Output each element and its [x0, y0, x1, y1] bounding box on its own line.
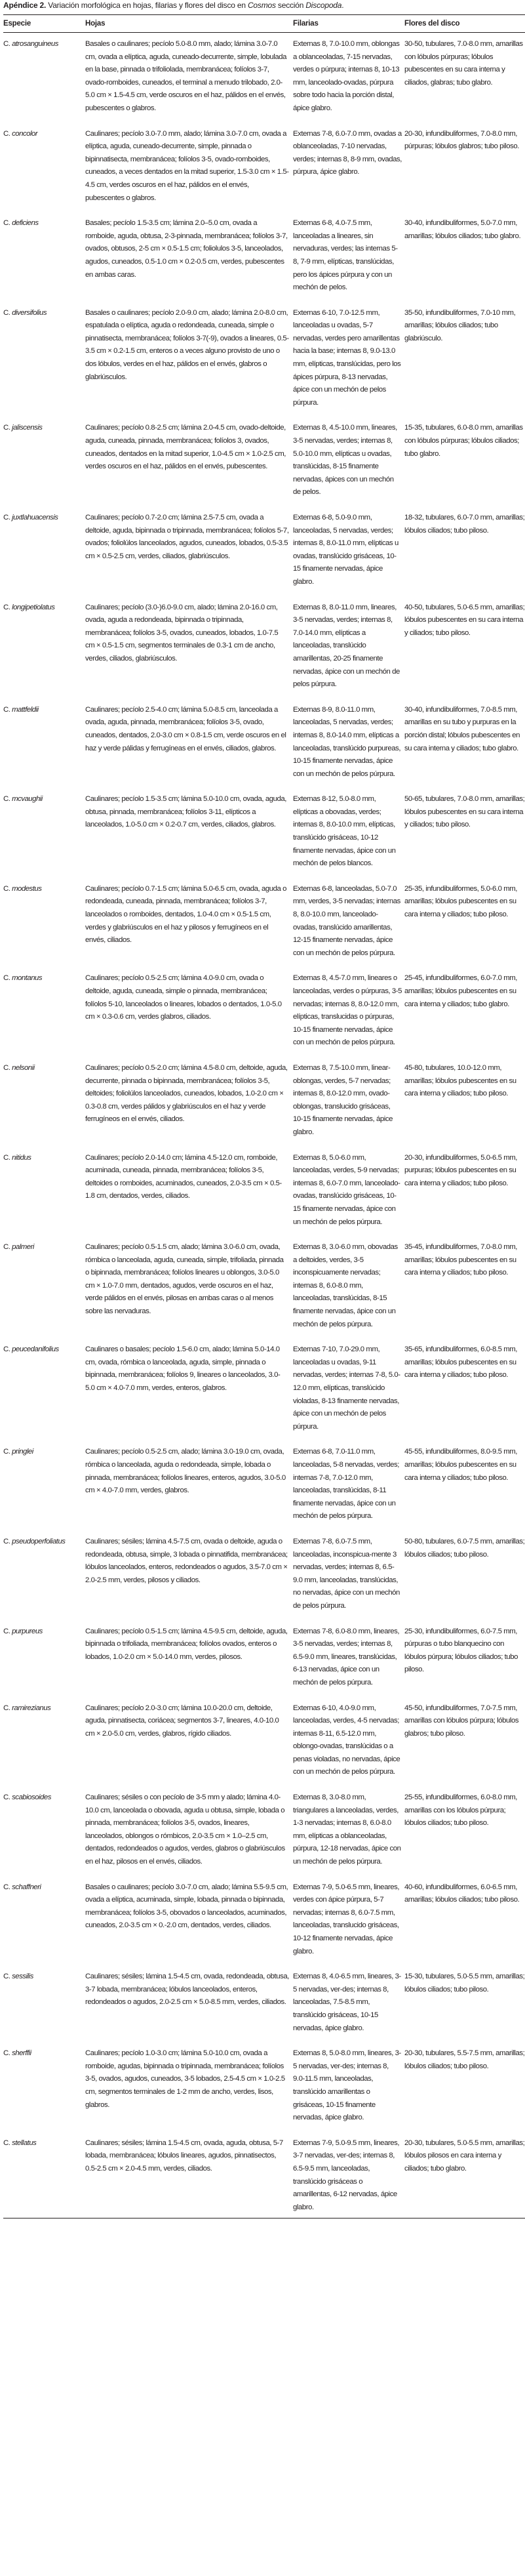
- leaves-cell: Caulinares; pecíolo 0.8-2.5 cm; lámina 2.0-4.5 cm, ovado-deltoide, aguda, cuneada, pinnada, membranácea; folíolos 3, ovados, cuneados, dentados en la mitad superior, 1.0-4.5 cm × 1.0-2.5 cm, verdes oscuros en el haz, pálidos en el envés, pubescentes.: [85, 424, 286, 471]
- leaves-cell: Caulinares; pecíolo 0.5-2.5 cm; lámina 4.0-9.0 cm, ovada o deltoide, aguda, cuneada, simple o pinnada, membranácea; folíolos 5-10, lanceolados o lineares, lobados o dentados, 1.0-5.0 cm × 0.3-0.6 cm, verdes glabros, ciliados.: [85, 974, 282, 1021]
- disc-flowers-cell: 25-35, infundibuliformes, 5.0-6.0 mm, amarillas; lóbulos pubescentes en su cara interna y ciliados; tubo piloso.: [404, 884, 518, 919]
- leaves-cell: Caulinares; pecíolo (3.0-)6.0-9.0 cm, alado; lámina 2.0-16.0 cm, ovada, aguda a redondeada, bipinnada o tripinnada, membranácea; folíolos 3-5, ovados, cuneados, lobados, 1.0-7.5 cm × 0.5-1.5 cm, segmentos terminales de 0.3-1 cm de ancho, verdes, ciliados, glabriúsculos.: [85, 603, 279, 663]
- species-epithet: stellatus: [12, 2138, 37, 2147]
- disc-flowers-cell: 45-55, infundibuliformes, 8.0-9.5 mm, amarillas; lóbulos pubescentes en su cara interna y ciliados; tubo piloso.: [404, 1448, 518, 1482]
- species-genus: C.: [3, 884, 12, 893]
- phyllaries-cell: Externas 7-9, 5.0-9.5 mm, lineares, 3-7 nervadas, ver-des; internas 8, 6.5-9.5 mm, lanceoladas, translúcido grisáceas o amarillentas, 6-12 nervadas, ápice glabro.: [293, 2138, 400, 2211]
- species-genus: C.: [3, 514, 12, 521]
- phyllaries-cell: Externas 6-8, 7.0-11.0 mm, lanceoladas, 5-8 nervadas, verdes; internas 7-8, 7.0-12.0 mm, lanceoladas, translúcidas, 8-11 finamente nervadas, ápice con un mechón de pelos púrpura.: [293, 1448, 399, 1521]
- disc-flowers-cell: 20-30, tubulares, 5.0-5.5 mm, amarillas; lóbulos pilosos en cara interna y ciliados; tubo glabro.: [404, 2138, 525, 2173]
- leaves-cell: Caulinares; pecíolo 2.0-14.0 cm; lámina 4.5-12.0 cm, romboide, acuminada, cuneada, pinnada, membranácea; folíolos 3-5, deltoides o romboides, acuminados, cuneados, 2.0-3.5 cm × 0.5-1.8 cm, dentados, verdes, ciliados.: [85, 1153, 282, 1200]
- table-row: [3, 1152, 525, 1242]
- phyllaries-cell: Externas 8, 7.0-10.0 mm, oblongas a oblanceoladas, 7-15 nervadas, verdes o púrpura; internas 8, 10-13 mm, lanceolado-ovadas, púrpura sobre todo hacia la porción distal, ápice glabro.: [293, 40, 400, 112]
- caption-text: Variación morfológica en hojas, filarias y flores del disco en: [46, 1, 248, 10]
- species-epithet: montanus: [12, 974, 43, 983]
- species-cell: [3, 33, 85, 128]
- phyllaries-cell: Externas 6-8, lanceoladas, 5.0-7.0 mm, verdes, 3-5 nervadas; internas 8, 8.0-10.0 mm, lanceolado-ovadas, translúcido amarillentas, 12-15 finamente nervadas, ápice con un mechón de pelos púrpura.: [293, 884, 400, 957]
- leaves-cell: Caulinares; pecíolo 2.5-4.0 cm; lámina 5.0-8.5 cm, lanceolada a ovada, aguda, pinnada, membranácea; folíolos 3-5, ovado, cuneados, dentados, 2.0-3.0 cm × 0.8-1.5 cm, verde oscuros en el haz y verde pálidas y ferrugíneas en el envés, ciliados, glabros.: [85, 705, 286, 752]
- table-row: [3, 1881, 525, 1971]
- species-cell: [3, 793, 85, 883]
- phyllaries-cell: Externas 8, 4.5-10.0 mm, lineares, 3-5 nervadas, verdes; internas 8, 5.0-10.0 mm, elípticas u ovadas, translúcidas, 8-15 finamente nervadas, ápices con un mechón de pelos.: [293, 424, 397, 497]
- species-genus: C.: [3, 129, 12, 138]
- table-row: [3, 1062, 525, 1152]
- phyllaries-cell: Externas 7-8, 6.0-8.0 mm, lineares, 3-5 nervadas, verdes; internas 8, 6.5-9.0 mm, lineares, translúcidas, 6-13 nervadas, ápice con un mechón de pelos púrpura.: [293, 1627, 400, 1687]
- disc-flowers-cell: 40-50, tubulares, 5.0-6.5 mm, amarillas; lóbulos pubescentes en su cara interna y ciliados; tubo piloso.: [404, 603, 525, 637]
- species-genus: C.: [3, 1153, 12, 1162]
- caption-label: Apéndice 2.: [3, 1, 47, 10]
- species-epithet: nelsonii: [12, 1063, 35, 1072]
- species-genus: C.: [3, 1973, 12, 1981]
- disc-flowers-cell: 35-45, infundibuliformes, 7.0-8.0 mm, amarillas; lóbulos pubescentes en su cara interna y ciliados; tubo piloso.: [404, 1243, 518, 1277]
- disc-flowers-cell: 15-35, tubulares, 6.0-8.0 mm, amarillas con lóbulos púrpuras; lóbulos ciliados; tubo glabro.: [404, 424, 523, 458]
- species-genus: C.: [3, 308, 12, 317]
- phyllaries-cell: Externas 8, 3.0-8.0 mm, triangulares a lanceoladas, verdes, 1-3 nervadas; internas 8, 6.0-8.0 mm, elípticas a oblanceoladas, púrpura, 12-18 nervadas, ápice con un mechón de pelos púrpura.: [293, 1793, 401, 1866]
- species-cell: [3, 2137, 85, 2218]
- caption-text-middle: sección: [275, 1, 306, 10]
- table-row: [3, 1446, 525, 1536]
- table-row: [3, 793, 525, 883]
- leaves-cell: Basales o caulinares; pecíolo 5.0-8.0 mm, alado; lámina 3.0-7.0 cm, ovada a elíptica, aguda, cuneado-decurrente, simple, lobulada en la base, pinnada o trifoliolada, membranácea; folíolos 3-7, ovado-romboides, cuneados, el terminal a menudo trilobado, 2.0-5.0 cm × 1.5-4.5 cm, verde oscuros en el haz, pálidos en el envés, pubescentes o glabros.: [85, 40, 286, 112]
- species-cell: [3, 1791, 85, 1881]
- table-row: [3, 512, 525, 602]
- phyllaries-cell: Externas 7-9, 5.0-6.5 mm, lineares, verdes con ápice púrpura, 5-7 nervadas; internas 8, 6.0-7.5 mm, lanceoladas, translucido grisáceas, 10-12 finamente nervadas, ápice glabro.: [293, 1883, 400, 1955]
- table-row: [3, 307, 525, 422]
- species-genus: C.: [3, 1627, 12, 1635]
- leaves-cell: Caulinares; pecíolo 0.5-1.5 cm; lámina 4.5-9.5 cm, deltoide, aguda, bipinnada o trifoliada, membranácea; folíolos ovados, enteros o lobados, 1.0-2.0 cm × 5.0-14.0 mm, verdes, pilosos.: [85, 1627, 288, 1661]
- species-cell: [3, 1241, 85, 1343]
- disc-flowers-cell: 20-30, tubulares, 5.5-7.5 mm, amarillas; lóbulos ciliados; tubo piloso.: [404, 2049, 525, 2070]
- species-genus: C.: [3, 1448, 12, 1456]
- species-cell: [3, 1446, 85, 1536]
- caption-section: Discopoda: [305, 1, 342, 10]
- species-genus: C.: [3, 795, 12, 804]
- species-epithet: sherffii: [12, 2049, 31, 2058]
- species-genus: C.: [3, 974, 12, 983]
- species-epithet: longipetiolatus: [12, 603, 55, 611]
- table-row: [3, 1791, 525, 1881]
- table-row: [3, 1702, 525, 1792]
- table-row: [3, 1241, 525, 1343]
- table-row: [3, 217, 525, 307]
- species-genus: C.: [3, 1883, 12, 1891]
- table-body: [3, 33, 525, 2218]
- species-genus: C.: [3, 424, 12, 432]
- disc-flowers-cell: 45-50, infundibuliformes, 7.0-7.5 mm, amarillas con lóbulos púrpura; lóbulos glabros; tubo piloso.: [404, 1704, 519, 1738]
- species-cell: [3, 1343, 85, 1446]
- disc-flowers-cell: 50-65, tubulares, 7.0-8.0 mm, amarillas; lóbulos pubescentes en su cara interna y ciliados; tubo piloso.: [404, 795, 525, 829]
- caption-text-end: .: [341, 1, 344, 10]
- species-genus: C.: [3, 219, 12, 228]
- species-epithet: jaliscensis: [12, 424, 43, 432]
- disc-flowers-cell: 35-65, infundibuliformes, 6.0-8.5 mm, amarillas; lóbulos pubescentes en su cara interna y ciliados; tubo piloso.: [404, 1345, 518, 1380]
- table-row: [3, 1971, 525, 2047]
- species-cell: [3, 422, 85, 512]
- phyllaries-cell: Externas 8, 8.0-11.0 mm, lineares, 3-5 nervadas, verdes; internas 8, 7.0-14.0 mm, elípticas a lanceoladas, translúcido amarillentas, 20-25 finamente nervadas, ápice con un mechón de pelos púrpura.: [293, 603, 400, 689]
- disc-flowers-cell: 30-40, infundibuliformes, 7.0-8.5 mm, amarillas en su tubo y purpuras en la porción distal; lóbulos pubescentes en su cara interna y ciliados; tubo glabro.: [404, 705, 520, 752]
- species-genus: C.: [3, 1345, 12, 1354]
- phyllaries-cell: Externas 8, 4.5-7.0 mm, lineares o lanceoladas, verdes o púrpuras, 3-5 nervadas; internas 8, 8.0-12.0 mm, elípticas, translucidas o púrpuras, 10-15 finamente nervadas, ápice con un mechón de pelos púrpura.: [293, 974, 402, 1047]
- disc-flowers-cell: 25-30, infundibuliformes, 6.0-7.5 mm, púrpuras o tubo blanquecino con lóbulos púrpura; lóbulos ciliados; tubo piloso.: [404, 1627, 518, 1674]
- table-caption: [0, 0, 525, 12]
- table-row: [3, 1625, 525, 1702]
- species-epithet: palmeri: [12, 1243, 34, 1252]
- leaves-cell: Caulinares; pecíolo 2.0-3.0 cm; lámina 10.0-20.0 cm, deltoide, aguda, pinnatisecta, coriácea; segmentos 3-7, lineares, 4.0-10.0 cm × 2.0-5.0 cm, verdes, glabros, rígido ciliados.: [85, 1704, 279, 1738]
- phyllaries-cell: Externas 6-8, 5.0-9.0 mm, lanceoladas, 5 nervadas, verdes; internas 8, 8.0-11.0 mm, elípticas u ovadas, translúcido grisáceas, 10-15 finamente nervadas, ápice glabro.: [293, 514, 399, 586]
- species-genus: C.: [3, 2138, 12, 2147]
- header-phyllaries: Filarias: [293, 20, 319, 28]
- table-row: [3, 602, 525, 704]
- leaves-cell: Caulinares; pecíolo 3.0-7.0 mm, alado; lámina 3.0-7.0 cm, ovada a elíptica, aguda, cuneado-decurrente, simple, pinnada o bipinnatisecta, membranácea; folíolos 3-5, ovado-romboides, cuneados, a veces dentados en la mitad superior, 1.5-3.0 cm × 1.5-4.5 cm, verdes oscuros en el haz, pálidos en el envés, pubescentes o glabros.: [85, 129, 289, 202]
- disc-flowers-cell: 20-30, infundibuliformes, 5.0-6.5 mm, purpuras; lóbulos pubescentes en su cara interna y ciliados; tubo piloso.: [404, 1153, 518, 1187]
- phyllaries-cell: Externas 8-9, 8.0-11.0 mm, lanceoladas, 5 nervadas, verdes; internas 8, 8.0-14.0 mm, elípticas a lanceoladas, translúcido purpureas, 10-15 finamente nervadas, ápice con un mechón de pelos púrpura.: [293, 705, 401, 778]
- disc-flowers-cell: 30-40, infundibuliformes, 5.0-7.0 mm, amarillas; lóbulos ciliados; tubo glabro.: [404, 219, 521, 240]
- species-cell: [3, 307, 85, 422]
- phyllaries-cell: Externas 8-12, 5.0-8.0 mm, elípticas a obovadas, verdes; internas 8, 8.0-10.0 mm, elípticas, translúcido grisáceas, 10-12 finamente nervadas, ápice con un mechón de pelos blancos.: [293, 795, 396, 868]
- species-genus: C.: [3, 2049, 12, 2058]
- leaves-cell: Caulinares; pecíolo 0.7-1.5 cm; lámina 5.0-6.5 cm, ovada, aguda o redondeada, cuneada, pinnada, membranácea; folíolos 3-7, lanceolados o romboides, dentados, 1.0-4.0 cm × 0.5-1.5 cm, verdes y glabriúsculos en el haz y pilosos y ferrugíneos en el envés, ciliados.: [85, 884, 286, 945]
- leaves-cell: Caulinares; pecíolo 0.5-2.5 cm, alado; lámina 3.0-19.0 cm, ovada, rómbica o lanceolada, aguda o redondeada, simple, lobada o pinnada, membranácea; folíolos lineares, enteros, agudos, 3.0-5.0 cm × 4.0-7.0 mm, verdes, glabros.: [85, 1448, 286, 1495]
- morphology-table: [3, 15, 525, 2218]
- species-genus: C.: [3, 1537, 12, 1545]
- table-row: [3, 2047, 525, 2137]
- leaves-cell: Basales; pecíolo 1.5-3.5 cm; lámina 2.0–5.0 cm, ovada a romboide, aguda, obtusa, 2-3-pinnada, membranácea; folíolos 3-7, ovados, obtusos, 2-5 cm × 0.5-1.5 cm; foliolulos 3-5, lanceolados, agudos, cuneados, 0.5-1.0 cm × 0.2-0.5 cm, verdes, pubescentes en ambas caras.: [85, 219, 288, 279]
- species-cell: [3, 217, 85, 307]
- species-epithet: scabiosoides: [12, 1793, 51, 1802]
- table-row: [3, 972, 525, 1062]
- leaves-cell: Caulinares; sésiles; lámina 1.5-4.5 cm, ovada, aguda, obtusa, 5-7 lobada, membranácea; lóbulos lineares, agudos, pinnatisectos, 0.5-2.5 cm × 2.0-4.5 mm, verdes, ciliados.: [85, 2138, 283, 2173]
- header-leaves: Hojas: [85, 20, 106, 28]
- species-cell: [3, 602, 85, 704]
- species-cell: [3, 1152, 85, 1242]
- leaves-cell: Caulinares; pecíolo 1.5-3.5 cm; lámina 5.0-10.0 cm, ovada, aguda, obtusa, pinnada, membranácea; folíolos 3-11, elípticos a lanceolados, 1.0-5.0 cm × 0.2-0.7 cm, verdes, ciliados, glabros.: [85, 795, 286, 829]
- disc-flowers-cell: 45-80, tubulares, 10.0-12.0 mm, amarillas; lóbulos pubescentes en su cara interna y ciliados; tubo piloso.: [404, 1063, 516, 1098]
- species-cell: [3, 883, 85, 973]
- leaves-cell: Caulinares; pecíolo 1.0-3.0 cm; lámina 5.0-10.0 cm, ovada a romboide, agudas, bipinnada o tripinnada, membranácea; folíolos 3-5, ovados, agudos, cuneados, 3-5 lobados, 2.5-4.5 cm × 1.0-2.5 cm, segmentos terminales de 1-2 mm de ancho, verdes, lisos, glabros.: [85, 2049, 285, 2109]
- species-epithet: concolor: [12, 129, 38, 138]
- species-cell: [3, 1702, 85, 1792]
- leaves-cell: Basales o caulinares; pecíolo 3.0-7.0 cm, alado; lámina 5.5-9.5 cm, ovada a elíptica, acuminada, simple, lobada, pinnada o bipinnada, membranácea; folíolos 3-5, obovados o lanceolados, acuminados, cuneados, 2.0-3.5 cm × 0.-2.0 cm, dentados, verdes, ciliados.: [85, 1883, 288, 1930]
- header-species: Especie: [3, 20, 31, 28]
- species-genus: C.: [3, 40, 12, 48]
- phyllaries-cell: Externas 8, 4.0-6.5 mm, lineares, 3-5 nervadas, ver-des; internas 8, lanceoladas, 7.5-8.5 mm, translúcido grisáceas, 10-15 nervadas, ápice glabro.: [293, 1973, 401, 2032]
- phyllaries-cell: Externas 7-8, 6.0-7.5 mm, lanceoladas, inconspicua-mente 3 nervadas, verdes; internas 8, 6.5-9.0 mm, lanceoladas, translúcidas, no nervadas, ápice con un mechón de pelos púrpura.: [293, 1537, 400, 1610]
- leaves-cell: Caulinares; sésiles; lámina 4.5-7.5 cm, ovada o deltoide, aguda o redondeada, obtusa, simple, 3 lobada o pinnatifida, membranácea; lóbulos lanceolados, enteros, redondeados o agudos, 3.5-7.0 cm × 2.0-2.5 mm, verdes, pilosos y ciliados.: [85, 1537, 288, 1584]
- species-epithet: atrosanguineus: [12, 40, 58, 48]
- table-header: [3, 15, 525, 33]
- leaves-cell: Caulinares; pecíolo 0.5-2.0 cm; lámina 4.5-8.0 cm, deltoide, aguda, decurrente, pinnada o bipinnada, membranácea; folíolos 3-5, deltoides; foliolúlos lanceolados, cuneados, lobados, 1.0-2.0 cm × 0.3-0.8 cm, verdes pálidos y glabriúsculos en el haz y verde ferrugíneos en el envés, ciliados.: [85, 1063, 288, 1124]
- leaves-cell: Caulinares; sésiles; lámina 1.5-4.5 cm, ovada, redondeada, obtusa, 3-7 lobada, membranácea; lóbulos lanceolados, enteros, redondeados o agudos, 2.0-2.5 cm × 5.0-8.5 mm, verdes, ciliados.: [85, 1973, 289, 2007]
- table-row: [3, 2137, 525, 2218]
- species-genus: C.: [3, 1793, 12, 1802]
- table-row: [3, 883, 525, 973]
- disc-flowers-cell: 50-80, tubulares, 6.0-7.5 mm, amarillas; lóbulos ciliados; tubo piloso.: [404, 1537, 525, 1559]
- species-genus: C.: [3, 1243, 12, 1252]
- phyllaries-cell: Externas 6-10, 7.0-12.5 mm, lanceoladas u ovadas, 5-7 nervadas, verdes pero amarillentas hacia la base; internas 8, 9.0-13.0 mm, elípticas, translúcidas, pero los ápices púrpura, 8-13 nervadas, ápice con un mechón de pelos púrpura.: [293, 308, 401, 407]
- species-cell: [3, 2047, 85, 2137]
- species-epithet: purpureus: [12, 1627, 43, 1635]
- table-row: [3, 33, 525, 128]
- caption-genus: Cosmos: [247, 1, 276, 10]
- species-epithet: pseudoperfoliatus: [12, 1537, 66, 1545]
- species-epithet: mattfeldii: [12, 705, 39, 714]
- disc-flowers-cell: 30-50, tubulares, 7.0-8.0 mm, amarillas con lóbulos púrpuras; lóbulos pubescentes en su cara interna y ciliados, glabras; tubo glabro.: [404, 40, 523, 87]
- species-epithet: juxtlahuacensis: [12, 514, 58, 521]
- species-epithet: mcvaughii: [12, 795, 43, 804]
- leaves-cell: Caulinares; sésiles o con pecíolo de 3-5 mm y alado; lámina 4.0-10.0 cm, lanceolada o obovada, aguda u obtusa, simple, lobada o pinnada, membranácea; folíolos 3-5, ovados, lineares, lanceolados, oblongos o rómbicos, 2.0-3.5 cm × 1.0–2.5 cm, dentados, redondeados o agudos, verdes, glabros o glabriúsculos en el haz, pilosos en el envés, ciliados.: [85, 1793, 285, 1866]
- table-row: [3, 128, 525, 218]
- phyllaries-cell: Externas 6-8, 4.0-7.5 mm, lanceoladas a lineares, sin nervaduras, verdes; las internas 5-8, 7-9 mm, elípticas, translúcidas, pero los ápices púrpura y con un mechón de pelos.: [293, 219, 398, 292]
- header-row: [3, 15, 525, 32]
- table-row: [3, 1343, 525, 1446]
- species-cell: [3, 1881, 85, 1971]
- disc-flowers-cell: 25-45, infundibuliformes, 6.0-7.0 mm, amarillas; lóbulos pubescentes en su cara interna y ciliados; tubo glabro.: [404, 974, 518, 1008]
- disc-flowers-cell: 35-50, infundibuliformes, 7.0-10 mm, amarillas; lóbulos ciliados; tubo glabriúsculo.: [404, 308, 516, 342]
- table-row: [3, 704, 525, 794]
- species-epithet: diversifolius: [12, 308, 47, 317]
- header-disc-flowers: Flores del disco: [404, 20, 460, 28]
- species-cell: [3, 1971, 85, 2047]
- species-cell: [3, 1536, 85, 1625]
- species-epithet: peucedanifolius: [12, 1345, 59, 1354]
- table-row: [3, 1536, 525, 1625]
- phyllaries-cell: Externas 7-8, 6.0-7.0 mm, ovadas a oblanceoladas, 7-10 nervadas, verdes; internas 8, 8-9 mm, ovadas, púrpura, ápice glabro.: [293, 129, 402, 176]
- phyllaries-cell: Externas 7-10, 7.0-29.0 mm, lanceoladas u ovadas, 9-11 nervadas, verdes; internas 7-8, 5.0-12.0 mm, elípticas, translúcido violadas, 8-13 finamente nervadas, ápice con un mechón de pelos púrpura.: [293, 1345, 400, 1431]
- disc-flowers-cell: 20-30, infundibuliformes, 7.0-8.0 mm, púrpuras; lóbulos glabros; tubo piloso.: [404, 129, 519, 151]
- leaves-cell: Caulinares; pecíolo 0.7-2.0 cm; lámina 2.5-7.5 cm, ovada a deltoide, aguda, bipinnada o tripinnada, membranácea; folíolos 5-7, ovados; foliolúlos lanceolados, agudos, cuneados, lobados, 0.5-3.5 cm × 0.5-2.5 cm, verdes, ciliados, glabriúsculos.: [85, 514, 289, 560]
- species-epithet: schaffneri: [12, 1883, 41, 1891]
- disc-flowers-cell: 15-30, tubulares, 5.0-5.5 mm, amarillas; lóbulos ciliados; tubo piloso.: [404, 1973, 525, 1993]
- species-genus: C.: [3, 1704, 12, 1712]
- species-cell: [3, 1625, 85, 1702]
- species-epithet: ramirezianus: [12, 1704, 51, 1712]
- species-epithet: sessilis: [12, 1973, 33, 1981]
- species-cell: [3, 704, 85, 794]
- species-epithet: modestus: [12, 884, 42, 893]
- species-cell: [3, 512, 85, 602]
- species-epithet: deficiens: [12, 219, 39, 228]
- phyllaries-cell: Externas 8, 5.0-6.0 mm, lanceoladas, verdes, 5-9 nervadas; internas 8, 6.0-7.0 mm, lanceolado-ovadas, translúcido grisáceas, 10-15 finamente nervadas, ápice con un mechón de pelos púrpura.: [293, 1153, 400, 1226]
- species-genus: C.: [3, 1063, 12, 1072]
- phyllaries-cell: Externas 6-10, 4.0-9.0 mm, lanceoladas, verdes, 4-5 nervadas; internas 8-11, 6.5-12.0 mm, oblongo-ovadas, translúcidas o a penas violadas, no nervadas, ápice con un mechón de pelos púrpura.: [293, 1704, 400, 1776]
- species-cell: [3, 972, 85, 1062]
- disc-flowers-cell: 18-32, tubulares, 6.0-7.0 mm, amarillas; lóbulos ciliados; tubo piloso.: [404, 514, 525, 535]
- species-cell: [3, 128, 85, 218]
- species-epithet: nitidus: [12, 1153, 31, 1162]
- leaves-cell: Caulinares; pecíolo 0.5-1.5 cm, alado; lámina 3.0-6.0 cm, ovada, rómbica o lanceolada, aguda, cuneada, simple, trifoliada, pinnada o bipinnada, membranácea; folíolos lineares u oblongos, 3.0-5.0 cm × 1.0-7.0 mm, dentados, agudos, verde oscuros en el haz, verde pálidos en el envés, pilosas en ambas caras o al menos sobre las nervaduras.: [85, 1243, 284, 1316]
- disc-flowers-cell: 25-55, infundibuliformes, 6.0-8.0 mm, amarillas con los lóbulos púrpura; lóbulos ciliados; tubo piloso.: [404, 1793, 518, 1828]
- phyllaries-cell: Externas 8, 3.0-6.0 mm, obovadas a deltoides, verdes, 3-5 inconspicuamente nervadas; internas 8, 6.0-8.0 mm, lanceoladas, translúcidas, 8-15 finamente nervadas, ápice con un mechón de pelos púrpura.: [293, 1243, 398, 1328]
- leaves-cell: Basales o caulinares; pecíolo 2.0-9.0 cm, alado; lámina 2.0-8.0 cm, espatulada o elíptica, aguda o redondeada, cuneada, simple o pinnatisecta, membranácea; folíolos 3-7(-9), ovados a lineares, 0.5-3.5 cm × 0.2-1.5 cm, enteros o a veces alguno provisto de uno o dos lóbulos, verdes en el haz, pálidos en el envés, glabros o glabriúsculos.: [85, 308, 289, 381]
- disc-flowers-cell: 40-60, infundibuliformes, 6.0-6.5 mm, amarillas; lóbulos ciliados; tubo piloso.: [404, 1883, 520, 1904]
- phyllaries-cell: Externas 8, 7.5-10.0 mm, linear-oblongas, verdes, 5-7 nervadas; internas 8, 8.0-12.0 mm, ovado-oblongas, translucido grisáceas, 10-15 finamente nervadas, ápice glabro.: [293, 1063, 393, 1136]
- species-genus: C.: [3, 603, 12, 611]
- species-cell: [3, 1062, 85, 1152]
- phyllaries-cell: Externas 8, 5.0-8.0 mm, lineares, 3-5 nervadas, ver-des; internas 8, 9.0-11.5 mm, lanceoladas, translúcido amarillentas o grisáceas, 10-15 finamente nervadas, ápice glabro.: [293, 2049, 401, 2122]
- table-row: [3, 422, 525, 512]
- species-genus: C.: [3, 705, 12, 714]
- species-epithet: pringlei: [12, 1448, 33, 1456]
- leaves-cell: Caulinares o basales; pecíolo 1.5-6.0 cm, alado; lámina 5.0-14.0 cm, ovada, rómbica o lanceolada, aguda, simple, pinnada o bipinnada, membranácea; folíolos 9, lineares o lanceolados, 3.0-5.0 cm × 4.0-7.0 mm, verdes, enteros, glabros.: [85, 1345, 281, 1393]
